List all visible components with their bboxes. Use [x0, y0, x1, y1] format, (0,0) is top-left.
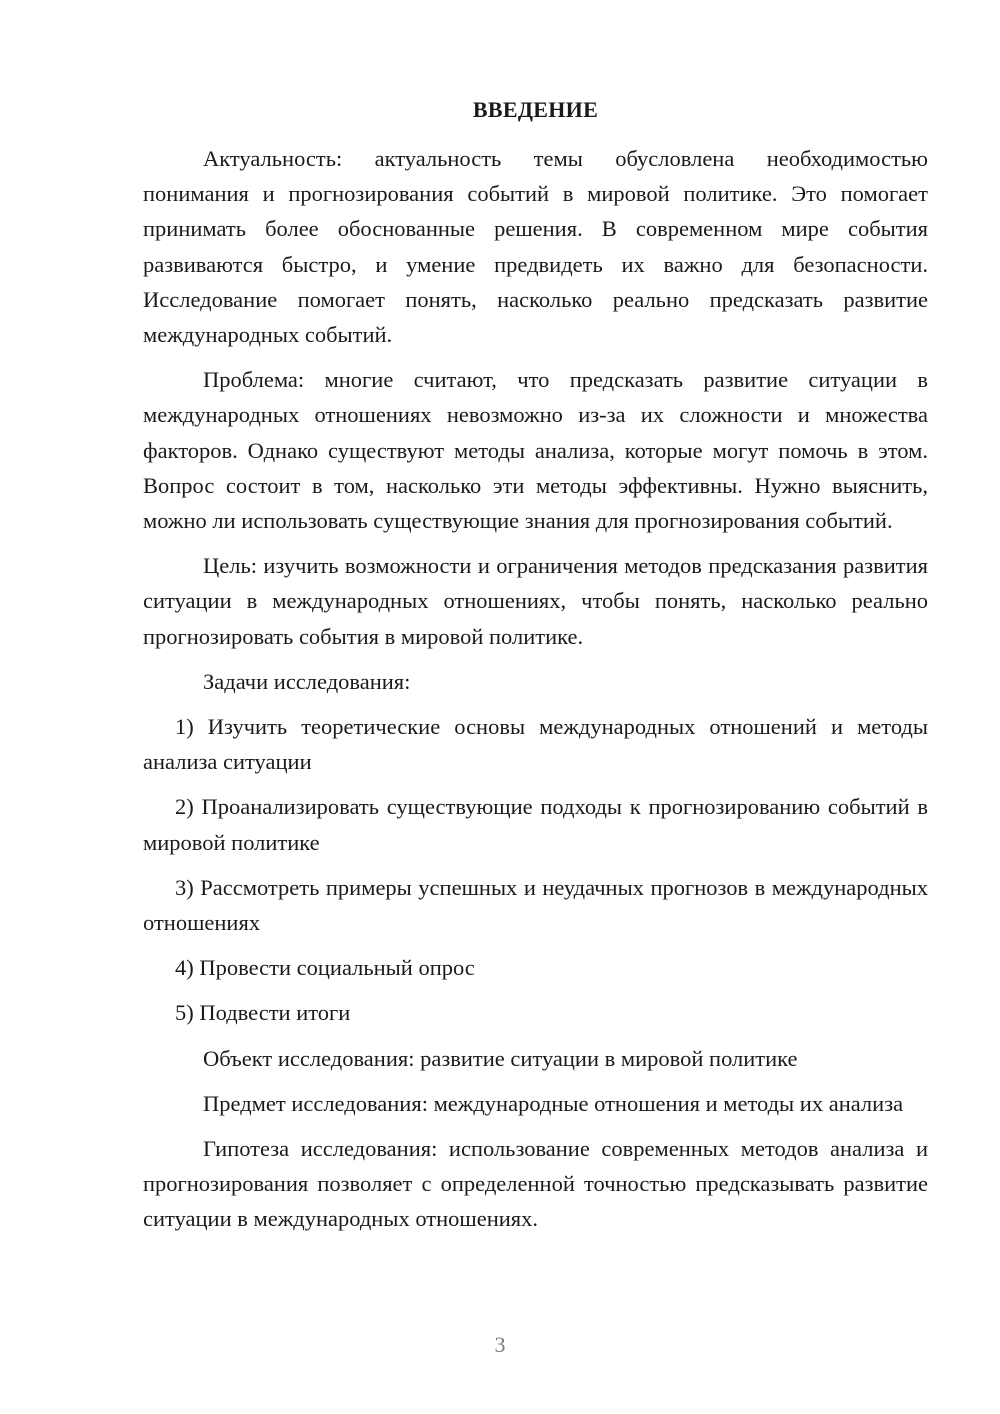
task-item-3: 3) Рассмотреть примеры успешных и неудачных прогнозов в международных отношениях — [143, 874, 928, 936]
paragraph-problem: Проблема: многие считают, что предсказать развитие ситуации в международных отношениях невозможно из-за их сложности и множества факторов. Однако существуют методы анализа, которые могут помочь в этом. Вопрос состоит в том, насколько эти методы эффективны. Нужно выяснить, можно ли использовать существующие знания для прогнозирования событий. — [143, 367, 928, 534]
task-item-5: 5) Подвести итоги — [175, 1000, 351, 1026]
paragraph-goal: Цель: изучить возможности и ограничения методов предсказания развития ситуации в международных отношениях, чтобы понять, насколько реально прогнозировать события в мировой политике. — [143, 553, 928, 649]
paragraph-object: Объект исследования: развитие ситуации в мировой политике — [203, 1045, 798, 1071]
task-item-2: 2) Проанализировать существующие подходы к прогнозированию событий в мировой политике — [143, 794, 928, 855]
task-item-1: 1) Изучить теоретические основы международных отношений и методы анализа ситуации — [143, 714, 928, 775]
task-item-4: 4) Провести социальный опрос — [175, 955, 475, 981]
document-page — [143, 92, 928, 1247]
section-title: ВВЕДЕНИЕ — [472, 97, 599, 122]
tasks-heading: Задачи исследования: — [203, 668, 411, 694]
paragraph-subject: Предмет исследования: международные отношения и методы их анализа — [203, 1090, 904, 1116]
paragraph-hypothesis: Гипотеза исследования: использование современных методов анализа и прогнозирования позволяет с определенной точностью предсказывать развитие ситуации в международных отношениях. — [143, 1136, 928, 1232]
page-number: 3 — [494, 1332, 506, 1357]
paragraph-relevance: Актуальность: актуальность темы обусловлена необходимостью понимания и прогнозирования событий в мировой политике. Это помогает принимать более обоснованные решения. В современном мире события развиваются быстро, и умение предвидеть их важно для безопасности. Исследование помогает понять, насколько реально предсказать развитие международных событий. — [143, 146, 928, 348]
